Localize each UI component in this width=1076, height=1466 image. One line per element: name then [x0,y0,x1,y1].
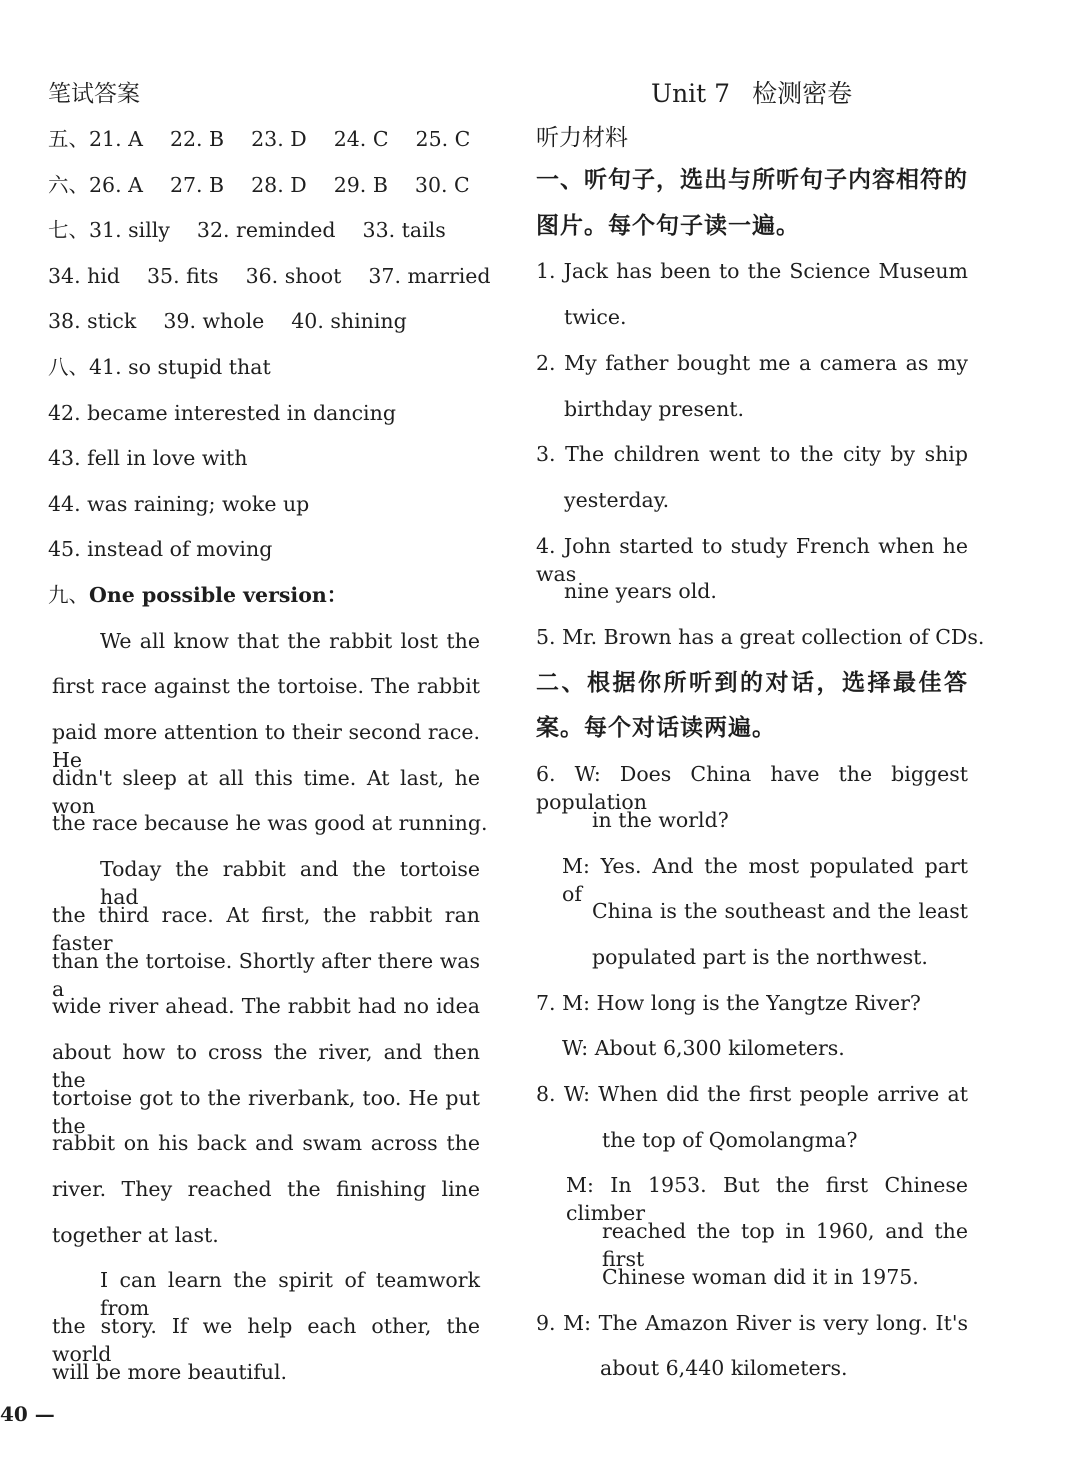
listening-line: China is the southeast and the least [592,899,968,924]
essay-line: didn't sleep at all this time. At last, he won [52,765,480,818]
listening-line: 2. My father bought me a camera as my [536,350,968,375]
unit-title [651,74,852,110]
listening-line: 5. Mr. Brown has a great collection of CDs. [536,625,985,649]
version-label [48,581,347,609]
essay-line: We all know that the rabbit lost the [100,628,480,653]
answer-line: 34. hid 35. fits 36. shoot 37. married [48,263,491,288]
essay-line: the race because he was good at running. [52,811,488,836]
essay-line: wide river ahead. The rabbit had no idea [52,994,480,1019]
listening-line: in the world? [592,807,729,832]
answer-line: 38. stick 39. whole 40. shining [48,309,407,334]
listening-heading: 听力材料 [536,125,628,151]
page-number: 40 — [0,1402,55,1426]
version-label-text: One possible version： [89,583,348,607]
listening-line: birthday present. [564,396,745,421]
listening-line: twice. [564,305,627,330]
listening-line: Chinese woman did it in 1975. [602,1264,919,1289]
unit-title-cn: 检测密卷 [752,79,853,108]
answer-line: 五、21. A 22. B 23. D 24. C 25. C [48,127,471,151]
section-instruction: 一、听句子，选出与所听句子内容相符的 [536,167,968,193]
essay-line: will be more beautiful. [52,1359,288,1384]
essay-line: paid more attention to their second race. He [52,720,480,772]
listening-line: M: In 1953. But the first Chinese climber [566,1173,968,1226]
listening-line: 7. M: How long is the Yangtze River? [536,990,921,1015]
essay-line: Today the rabbit and the tortoise had [100,857,480,910]
answer-line: 43. fell in love with [48,446,248,471]
listening-line: 4. John started to study French when he was [536,533,968,586]
listening-line: populated part is the northwest. [592,944,928,969]
answer-key-heading: 笔试答案 [48,81,140,107]
listening-line: the top of Qomolangma? [602,1127,858,1152]
listening-line: 3. The children went to the city by ship [536,442,968,467]
listening-line: M: Yes. And the most populated part of [562,853,968,906]
answer-line: 45. instead of moving [48,537,273,562]
unit-number: Unit 7 [651,79,731,108]
section-instruction: 图片。每个句子读一遍。 [536,212,800,239]
listening-line: 6. W: Does China have the biggest population [536,762,968,815]
answer-line: 六、26. A 27. B 28. D 29. B 30. C [48,172,470,197]
essay-line: the third race. At first, the rabbit ran faster [52,902,480,955]
essay-line: than the tortoise. Shortly after there was a [52,948,480,1001]
listening-line: 8. W: When did the first people arrive at [536,1082,968,1106]
essay-line: the story. If we help each other, the world [52,1314,480,1367]
listening-line: yesterday. [564,487,670,512]
listening-line: 1. Jack has been to the Science Museum [536,259,968,284]
version-prefix: 九、 [48,583,89,607]
essay-line: first race against the tortoise. The rabbit [52,674,480,699]
answer-line: 八、41. so stupid that [48,355,271,379]
essay-line: rabbit on his back and swam across the [52,1131,480,1156]
answer-line: 七、31. silly 32. reminded 33. tails [48,218,446,243]
listening-line: nine years old. [564,579,717,604]
essay-line: about how to cross the river, and then the [52,1039,480,1092]
essay-line: I can learn the spirit of teamwork from [100,1268,480,1321]
essay-line: tortoise got to the riverbank, too. He put the [52,1085,480,1138]
section-instruction: 案。每个对话读两遍。 [536,715,776,742]
listening-line: 9. M: The Amazon River is very long. It's [536,1310,968,1335]
section-instruction: 二、根据你所听到的对话，选择最佳答 [536,669,968,696]
listening-line: about 6,440 kilometers. [600,1356,848,1381]
answer-line: 44. was raining; woke up [48,491,310,516]
listening-line: reached the top in 1960, and the first [602,1219,968,1272]
essay-line: river. They reached the finishing line [52,1177,480,1201]
essay-line: together at last. [52,1222,219,1247]
listening-line: W: About 6,300 kilometers. [562,1036,845,1061]
answer-line: 42. became interested in dancing [48,400,396,425]
